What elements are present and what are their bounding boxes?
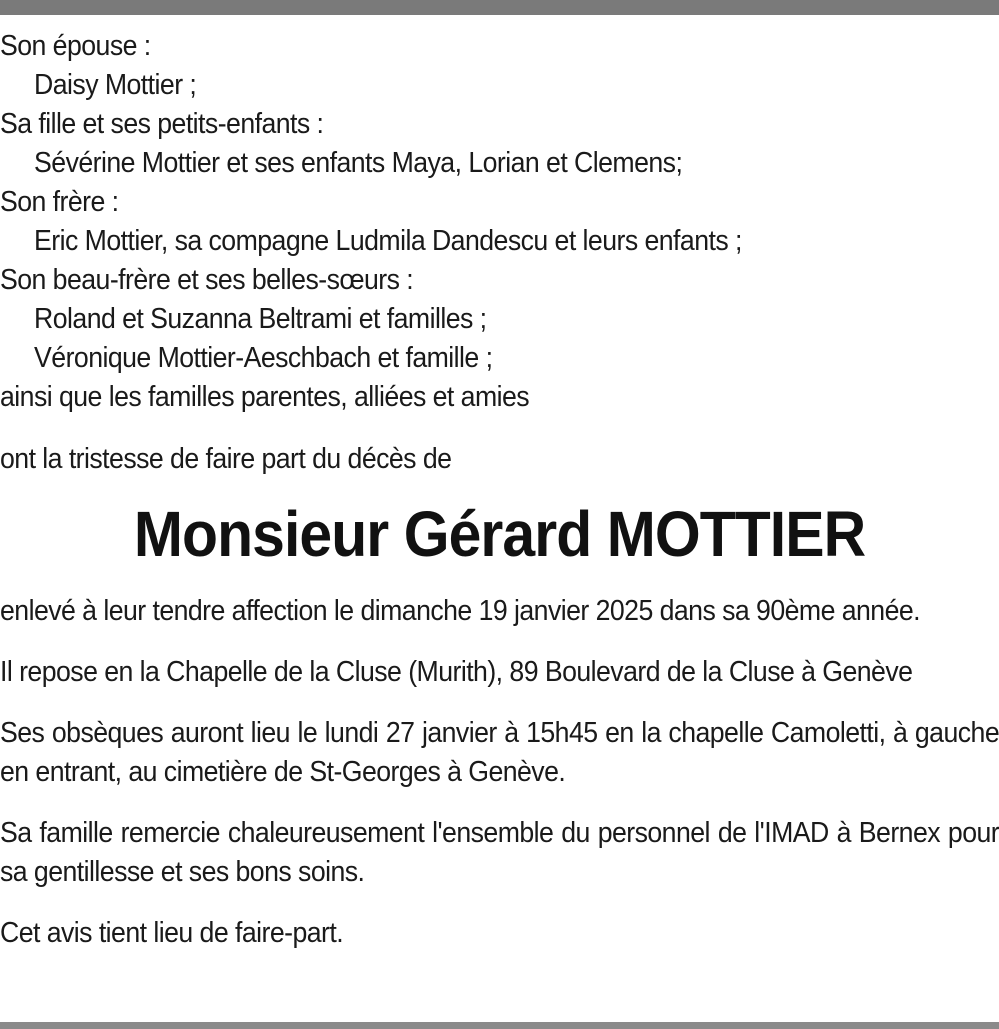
notice-paragraph: Cet avis tient lieu de faire-part.	[0, 917, 344, 949]
family-label-brother: Son frère :	[0, 186, 119, 218]
announcement-intro: ont la tristesse de faire part du décès de	[0, 443, 452, 475]
top-rule	[0, 0, 999, 15]
family-label-daughter: Sa fille et ses petits-enfants :	[0, 108, 324, 140]
death-paragraph: enlevé à leur tendre affection le dimanche 19 janvier 2025 dans sa 90ème année.	[0, 595, 921, 627]
funeral-paragraph: Ses obsèques auront lieu le lundi 27 janvier à 15h45 en la chapelle Camoletti, à gauche en entrant, au cimetière de St-Georges à Genève.	[0, 717, 999, 788]
rest-location-paragraph: Il repose en la Chapelle de la Cluse (Murith), 89 Boulevard de la Cluse à Genève	[0, 656, 913, 688]
family-label-spouse: Son épouse :	[0, 30, 151, 62]
obituary-notice	[0, 27, 999, 975]
closing-family-line: ainsi que les familles parentes, alliées et amies	[0, 381, 530, 413]
family-label-in-laws: Son beau-frère et ses belles-sœurs :	[0, 264, 414, 296]
family-list	[0, 27, 999, 417]
family-member: Daisy Mottier ;	[34, 69, 197, 101]
family-member: Roland et Suzanna Beltrami et familles ;	[34, 303, 487, 335]
bottom-rule	[0, 1022, 999, 1029]
family-member: Eric Mottier, sa compagne Ludmila Dandescu et leurs enfants ;	[34, 225, 742, 257]
deceased-name: Monsieur Gérard MOTTIER	[133, 498, 866, 570]
family-member: Véronique Mottier-Aeschbach et famille ;	[34, 342, 493, 374]
family-member: Sévérine Mottier et ses enfants Maya, Lorian et Clemens;	[34, 147, 683, 179]
thanks-paragraph: Sa famille remercie chaleureusement l'ensemble du personnel de l'IMAD à Bernex pour sa gentillesse et ses bons soins.	[0, 817, 999, 888]
